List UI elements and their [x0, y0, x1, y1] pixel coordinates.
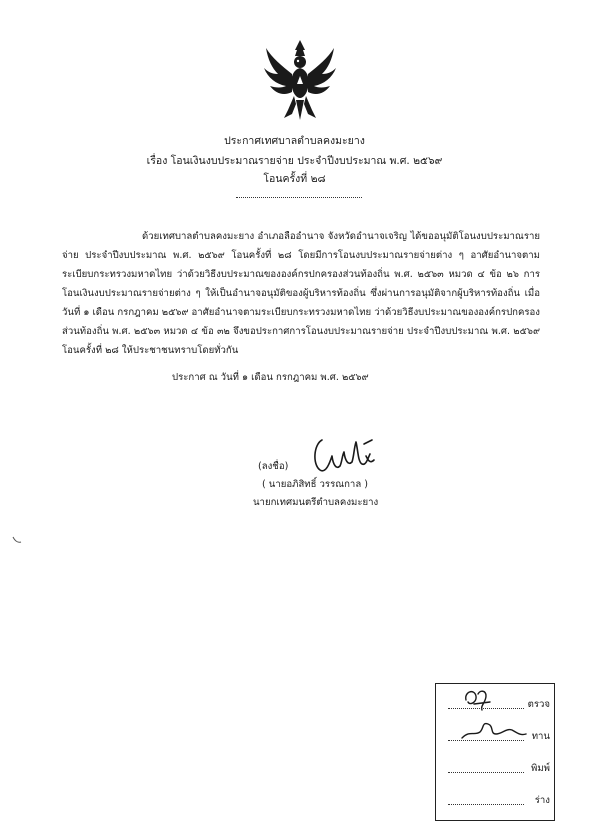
stamp-label-print: พิมพ์: [531, 763, 550, 774]
stamp-label-review: ทาน: [531, 731, 550, 742]
stamp-label-draft: ร่าง: [534, 795, 550, 806]
signature-label: (ลงชื่อ): [258, 461, 289, 472]
margin-mark-icon: [12, 535, 22, 545]
document-subject: เรื่อง โอนเงินงบประมาณรายจ่าย ประจำปีงบประมาณ พ.ศ. ๒๕๖๙: [146, 155, 443, 167]
document-title: ประกาศเทศบาลตำบลคงมะยาง: [224, 135, 365, 147]
proclaimed-date: ประกาศ ณ วันที่ ๑ เดือน กรกฎาคม พ.ศ. ๒๕๖๙: [172, 372, 369, 383]
stamp-row-check: [446, 686, 552, 716]
stamp-row-print: [446, 750, 552, 780]
transfer-round: โอนครั้งที่ ๒๘: [263, 173, 326, 185]
stamp-row-review: [446, 718, 552, 748]
review-stamp-box: [435, 683, 555, 821]
handwritten-signature: [308, 430, 378, 480]
main-paragraph: ด้วยเทศบาลตำบลคงมะยาง อำเภอลืออำนาจ จังหวัดอำนาจเจริญ ได้ขออนุมัติโอนงบประมาณรายจ่าย ประจำปีงบประมาณ พ.ศ. ๒๕๖๙ โอนครั้งที่ ๒๘ โดยมีการโอนงบประมาณรายจ่ายต่าง ๆ อาศัยอำนาจตามระเบียบกระทรวงมหาดไทย ว่าด้วยวิธีงบประมาณขององค์กรปกครองส่วนท้องถิ่น พ.ศ. ๒๕๖๓ หมวด ๔ ข้อ ๒๖ การโอนเงินงบประมาณรายจ่ายต่าง ๆ ให้เป็นอำนาจอนุมัติของผู้บริหารท้องถิ่น ซึ่งผ่านการอนุมัติจากผู้บริหารท้องถิ่น เมื่อวันที่ ๑ เดือน กรกฎาคม ๒๕๖๙ อาศัยอำนาจตามระเบียบกระทรวงมหาดไทย ว่าด้วยวิธีงบประมาณขององค์กรปกครองส่วนท้องถิ่น พ.ศ. ๒๕๖๓ หมวด ๔ ข้อ ๓๒ จึงขอประกาศการโอนงบประมาณรายจ่าย ประจำปีงบประมาณ พ.ศ. ๒๕๖๙ โอนครั้งที่ ๒๘ ให้ประชาชนทราบโดยทั่วกัน: [62, 231, 540, 356]
signatory-position: นายกเทศมนตรีตำบลคงมะยาง: [253, 497, 379, 508]
divider: [236, 197, 362, 198]
signatory-name: ( นายอภิสิทธิ์ วรรณกาล ): [262, 479, 368, 490]
stamp-label-check: ตรวจ: [527, 699, 550, 710]
garuda-emblem-icon: [262, 38, 338, 122]
stamp-row-draft: [446, 782, 552, 812]
